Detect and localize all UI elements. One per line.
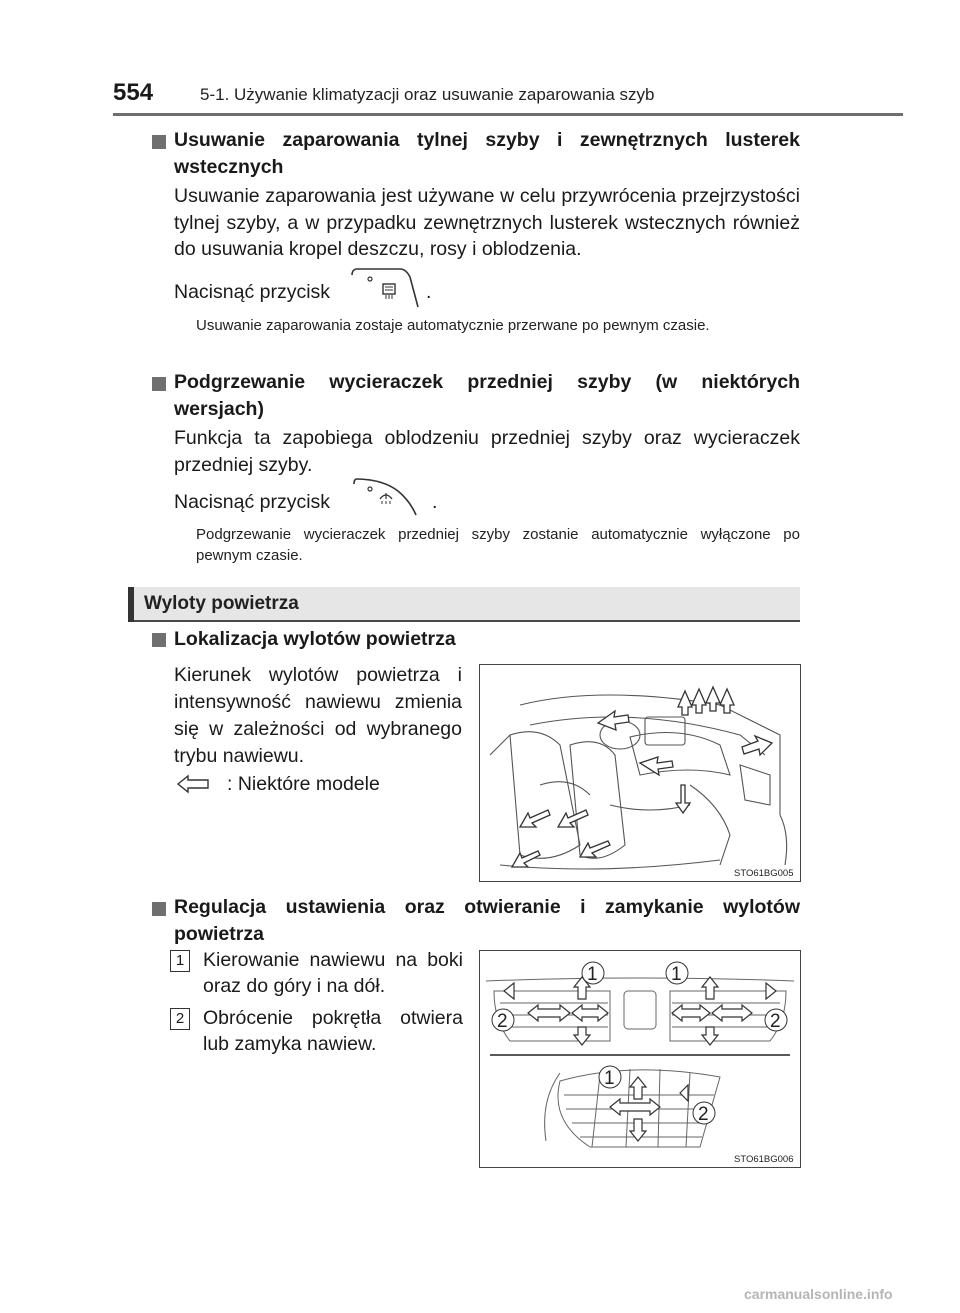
wiper-deicer-button-icon bbox=[352, 477, 420, 517]
figure-label-2b: 2 bbox=[770, 1011, 781, 1032]
defog-period: . bbox=[426, 281, 432, 303]
figure-label-1b: 1 bbox=[671, 964, 682, 985]
item-text-2: Obrócenie pokrętła otwiera lub zamyka nawiew. bbox=[203, 1007, 463, 1055]
chapter-title: 5-1. Używanie klimatyzacji oraz usuwanie zaparowania szyb bbox=[200, 85, 655, 104]
heading-square-icon bbox=[152, 135, 166, 149]
figure-label-2c: 2 bbox=[698, 1104, 709, 1125]
rear-defogger-button-icon bbox=[350, 267, 420, 309]
defog-body: Usuwanie zaparowania jest używane w celu przywrócenia przejrzystości tylnej szyby, a w przypadku zewnętrznych lusterek wstecznych również do usuwania kropel deszczu, rosy i oblodzenia. bbox=[174, 185, 800, 260]
wiper-body: Funkcja ta zapobiega oblodzeniu przedniej szyby oraz wycieraczek przedniej szyby. bbox=[174, 427, 800, 476]
defog-heading: Usuwanie zaparowania tylnej szyby i zewnętrznych lusterek wstecznych bbox=[174, 129, 800, 178]
item-text-1: Kierowanie nawiewu na boki oraz do góry i na dół. bbox=[203, 949, 463, 997]
header-rule bbox=[113, 113, 903, 116]
watermark: carmanualsonline.info bbox=[744, 1286, 893, 1302]
defog-press-text: Nacisnąć przycisk bbox=[174, 281, 331, 303]
item-number-1: 1 bbox=[170, 950, 190, 972]
page-number: 554 bbox=[113, 79, 154, 106]
wiper-press-text: Nacisnąć przycisk bbox=[174, 491, 331, 513]
location-heading: Lokalizacja wylotów powietrza bbox=[174, 628, 456, 650]
air-outlets-location-figure bbox=[479, 664, 801, 882]
outline-arrow-icon bbox=[176, 774, 210, 794]
section-title: Wyloty powietrza bbox=[144, 593, 299, 614]
figure-label-2a: 2 bbox=[497, 1011, 508, 1032]
wiper-period: . bbox=[432, 491, 438, 513]
location-body: Kierunek wylotów powietrza i intensywność nawiewu zmienia się w zależności od wybranego trybu nawiewu. bbox=[174, 664, 462, 767]
wiper-heading: Podgrzewanie wycieraczek przedniej szyby (w niektórych wersjach) bbox=[174, 371, 800, 420]
figure-code: STO61BG005 bbox=[734, 868, 794, 879]
vent-illustration bbox=[480, 951, 800, 1167]
figure-label-1a: 1 bbox=[587, 964, 598, 985]
figure-code: STO61BG006 bbox=[734, 1154, 794, 1165]
item-number-2: 2 bbox=[170, 1008, 190, 1030]
location-legend: : Niektóre modele bbox=[227, 773, 380, 795]
heading-square-icon bbox=[152, 633, 166, 647]
heading-square-icon bbox=[152, 902, 166, 916]
wiper-note: Podgrzewanie wycieraczek przedniej szyby zostanie automatycznie wyłączone po pewnym czasie. bbox=[196, 526, 800, 564]
figure-label-1c: 1 bbox=[604, 1068, 615, 1089]
heading-square-icon bbox=[152, 377, 166, 391]
air-outlets-adjust-figure bbox=[479, 950, 801, 1168]
car-interior-illustration bbox=[480, 665, 800, 881]
section-marker bbox=[128, 587, 134, 622]
defog-note: Usuwanie zaparowania zostaje automatycznie przerwane po pewnym czasie. bbox=[196, 317, 710, 334]
adjust-heading: Regulacja ustawienia oraz otwieranie i zamykanie wylotów powietrza bbox=[174, 896, 800, 945]
